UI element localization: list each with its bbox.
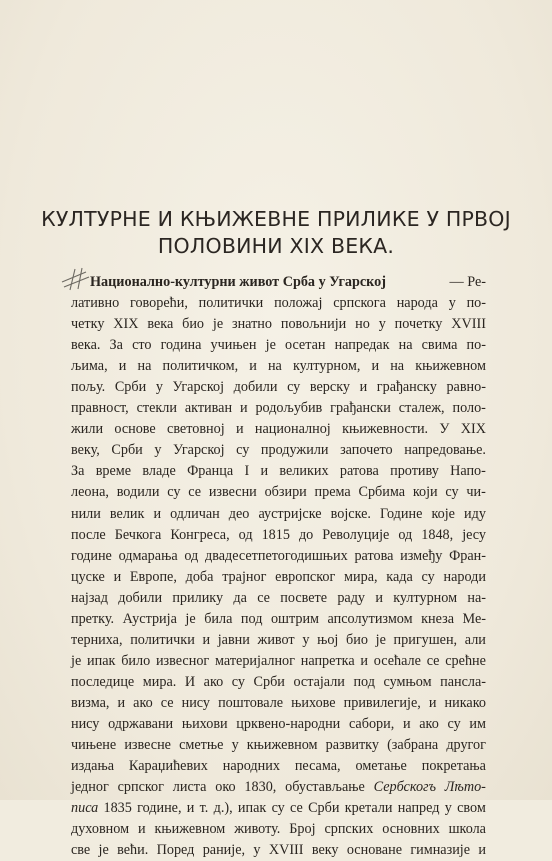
word: део (228, 505, 250, 522)
word: у (155, 379, 163, 396)
word: (забрана (387, 737, 439, 754)
word: оштрим (270, 610, 320, 627)
word: године (71, 547, 112, 564)
word: који (412, 484, 438, 501)
word: се (188, 484, 202, 501)
word: свом (457, 800, 486, 817)
word: обзири (264, 484, 307, 501)
word: равно- (446, 379, 486, 396)
word: т. (199, 800, 209, 817)
word: већи. (117, 842, 149, 859)
word: и (117, 694, 126, 711)
word: водили (116, 484, 160, 501)
word: Напо- (450, 463, 486, 480)
text-line (71, 672, 486, 693)
word: српских (324, 821, 374, 838)
word: од (184, 547, 199, 564)
word: ратова (339, 463, 379, 480)
word: претку. (71, 610, 115, 627)
word: на (398, 337, 413, 354)
word: материјалног (215, 652, 295, 669)
word: био (182, 316, 205, 333)
word: двадесетпетогодишњих (205, 547, 348, 564)
text-line (71, 819, 486, 840)
word: ако (203, 673, 224, 690)
word: чињене (71, 737, 117, 754)
word: Угарској (173, 442, 225, 459)
word: да (233, 589, 247, 606)
word: и (186, 800, 195, 817)
word: у (302, 631, 310, 648)
word: школа (448, 821, 486, 838)
word: визма, (71, 694, 110, 711)
word: ометање (355, 758, 407, 775)
word: националној (254, 421, 331, 438)
word: верску (309, 379, 350, 396)
text-line (71, 609, 486, 630)
word: другог (446, 737, 486, 754)
word: година (160, 337, 202, 354)
word: сметње (179, 737, 224, 754)
word: одличан (170, 505, 220, 522)
word: леона, (71, 484, 109, 501)
word: била (204, 610, 233, 627)
word: мира, (344, 568, 378, 585)
word: нису (181, 694, 211, 711)
chapter-title (40, 206, 512, 260)
word: је (212, 316, 224, 333)
word: године, (137, 800, 182, 817)
word: писа (71, 800, 99, 817)
word: XIX (113, 316, 139, 333)
word: песама, (294, 758, 341, 775)
word: пригушен, (393, 631, 458, 648)
word: се (160, 694, 174, 711)
word: одржавани (108, 715, 174, 732)
word: развитку (325, 737, 379, 754)
word: и (260, 463, 269, 480)
word: и (239, 400, 248, 417)
word: осећале (373, 652, 421, 669)
word: четку (71, 316, 105, 333)
word: нили (71, 505, 101, 522)
word: по- (466, 295, 486, 312)
word: у (444, 800, 452, 817)
text-line (71, 840, 486, 861)
word: најзад (71, 589, 108, 606)
word: Године (380, 505, 423, 522)
text-line (71, 314, 486, 335)
word: лативно (71, 295, 120, 312)
word: раније, (202, 842, 246, 859)
body-text (71, 272, 486, 861)
word: За (109, 337, 123, 354)
chapter-title-line-1: КУЛТУРНЕ И КЊИЖЕВНЕ ПРИЛИКЕ У ПРВОЈ (41, 207, 511, 231)
word: жили (71, 421, 104, 438)
word: Број (289, 821, 316, 838)
section-heading: Национално-културни живот Срба у Угарској (90, 274, 386, 290)
text-line (71, 272, 486, 293)
word: У (439, 421, 450, 438)
word: су (445, 484, 459, 501)
text-line (71, 567, 486, 588)
word: се (290, 800, 303, 817)
word: основних (382, 821, 440, 838)
word: добили (233, 379, 278, 396)
word: поло- (452, 400, 486, 417)
word: апсолутизмом (327, 610, 413, 627)
word: поштовале (218, 694, 284, 711)
word: књижевном (154, 821, 226, 838)
word: је (375, 631, 386, 648)
word: и (478, 842, 486, 859)
text-line (71, 293, 486, 314)
word: Бечкога (114, 526, 162, 543)
word: црквено-народни (236, 715, 341, 732)
word: Сербскогъ (373, 779, 436, 796)
word: Срби (111, 442, 143, 459)
word: сталеж, (398, 400, 445, 417)
word: њихове (291, 694, 336, 711)
word: почетку (394, 316, 443, 333)
word: Револуције (322, 526, 390, 543)
word: од (238, 526, 253, 543)
word: када (386, 568, 413, 585)
word: народа (396, 295, 438, 312)
word: књижевном (415, 358, 486, 375)
word: никако (444, 694, 486, 711)
word: политички (198, 295, 264, 312)
word: привилегије, (343, 694, 421, 711)
word: цуске (71, 568, 105, 585)
text-line (71, 525, 486, 546)
word: ипак (237, 800, 267, 817)
word: су (421, 568, 435, 585)
text-line (71, 630, 486, 651)
word: но (355, 316, 370, 333)
word: у (231, 737, 239, 754)
word: пансла- (440, 673, 486, 690)
word: извесни (208, 484, 257, 501)
word: стекли (136, 400, 177, 417)
word: и (235, 421, 244, 438)
word: Србима (358, 484, 406, 501)
word: XVIII (451, 316, 486, 333)
word: Конгреса, (170, 526, 230, 543)
word: српскога (333, 295, 386, 312)
text-line (71, 504, 486, 525)
word: су (271, 800, 285, 817)
word: су (167, 484, 181, 501)
section-heading-rest: — Ре- (449, 274, 486, 290)
word: на (390, 358, 405, 375)
word: до (298, 526, 314, 543)
word: века. (71, 337, 101, 354)
word: кретали (344, 800, 393, 817)
word: родољубив (255, 400, 323, 417)
word: Аустрија (122, 610, 177, 627)
word: посвете (280, 589, 328, 606)
word: пољу. (71, 379, 106, 396)
word: знатно (231, 316, 272, 333)
word: положај (274, 295, 323, 312)
word: световној (167, 421, 225, 438)
word: под (240, 610, 263, 627)
word: било (121, 652, 151, 669)
word: и (153, 505, 162, 522)
text-line (71, 588, 486, 609)
word: Фран- (449, 547, 486, 564)
word: после (71, 526, 106, 543)
text-line (71, 461, 486, 482)
text-line (71, 651, 486, 672)
word: д.), (213, 800, 233, 817)
word: листа (172, 779, 207, 796)
word: животу. (234, 821, 281, 838)
text-line (71, 693, 486, 714)
word: ако (133, 694, 153, 711)
word: али (464, 631, 486, 648)
word: извесне (124, 737, 171, 754)
word: осетан (285, 337, 326, 354)
word: између (400, 547, 443, 564)
word: књижевности. (342, 421, 429, 438)
word: српског (117, 779, 164, 796)
word: и (371, 358, 380, 375)
word: је (71, 652, 82, 669)
word: гимназије (410, 842, 471, 859)
word: културном, (292, 358, 361, 375)
word: је (265, 337, 276, 354)
word: јесу (462, 526, 486, 543)
word: сумњом (383, 673, 432, 690)
word: јавни (217, 631, 250, 648)
text-line (71, 335, 486, 356)
text-line (71, 482, 486, 503)
word: на- (467, 589, 486, 606)
word: њој (317, 631, 339, 648)
word: владе (142, 463, 176, 480)
text-line (71, 756, 486, 777)
word: и (118, 358, 127, 375)
word: су (447, 715, 461, 732)
word: и (359, 379, 368, 396)
word: доба (185, 568, 214, 585)
text-line (71, 377, 486, 398)
word: нису (71, 715, 100, 732)
word: велик (109, 505, 145, 522)
word: се (426, 652, 440, 669)
word: и (428, 694, 437, 711)
word: основане (346, 842, 402, 859)
text-line (71, 398, 486, 419)
word: и (360, 652, 369, 669)
word: За (71, 463, 85, 480)
word: грађански (330, 400, 391, 417)
text-line (71, 356, 486, 377)
word: Европе, (129, 568, 177, 585)
word: ако (419, 715, 439, 732)
word: и (402, 715, 411, 732)
word: Франца (187, 463, 234, 480)
word: терниха, (71, 631, 123, 648)
word: повољнији (280, 316, 347, 333)
word: је (185, 610, 196, 627)
word: на (267, 358, 282, 375)
word: једног (71, 779, 109, 796)
word: војске. (330, 505, 371, 522)
word: остајали (293, 673, 345, 690)
word: у (253, 842, 261, 859)
word: према (314, 484, 351, 501)
word: народи (443, 568, 486, 585)
word: њихови (181, 715, 228, 732)
chapter-title-line-2: ПОЛОВИНИ XIX ВЕКА. (157, 234, 395, 258)
word: започето (340, 442, 393, 459)
word: по- (466, 337, 486, 354)
word: и (375, 589, 383, 606)
word: под (353, 673, 375, 690)
word: Ме- (462, 610, 486, 627)
word: основе (114, 421, 156, 438)
word: напредовање. (404, 442, 486, 459)
word: века (147, 316, 174, 333)
word: и (202, 631, 211, 648)
word: ратова (354, 547, 394, 564)
word: 1848, (421, 526, 454, 543)
word: у (154, 442, 162, 459)
word: добили (118, 589, 163, 606)
word: у (378, 316, 386, 333)
word: грађанску (376, 379, 437, 396)
word: и (113, 568, 122, 585)
word: напред (397, 800, 440, 817)
word: духовном (71, 821, 130, 838)
word: мира. (142, 673, 177, 690)
text-line (71, 798, 486, 819)
word: књижевном (246, 737, 318, 754)
word: кнеза (421, 610, 454, 627)
word: су (236, 442, 250, 459)
word: прилику (172, 589, 224, 606)
word: време (95, 463, 132, 480)
word: раду (337, 589, 366, 606)
word: извесног (155, 652, 210, 669)
word: свима (421, 337, 458, 354)
word: срећне (445, 652, 486, 669)
word: љима, (71, 358, 108, 375)
text-line (71, 735, 486, 756)
word: Лѣто- (444, 779, 486, 796)
word: покретања (421, 758, 486, 775)
word: се (257, 589, 270, 606)
word: противу (390, 463, 439, 480)
word: европског (275, 568, 336, 585)
word: великих (279, 463, 329, 480)
word: 1815 (261, 526, 290, 543)
word: учињен (210, 337, 257, 354)
word: народних (222, 758, 280, 775)
word: последице (71, 673, 135, 690)
word: XIX (460, 421, 486, 438)
text-line (71, 440, 486, 461)
word: које (431, 505, 455, 522)
word: веку (311, 842, 339, 859)
word: су (231, 673, 245, 690)
word: Срби (308, 800, 340, 817)
word: од (398, 526, 413, 543)
word: им (469, 715, 486, 732)
word: Угарској (172, 379, 225, 396)
word: 1830, (244, 779, 277, 796)
word: говорећи, (129, 295, 188, 312)
word: живот (257, 631, 295, 648)
word: Срби (253, 673, 285, 690)
word: ипак (87, 652, 116, 669)
word: правност, (71, 400, 129, 417)
text-line (71, 777, 486, 798)
word: напретка (300, 652, 355, 669)
word: аустријске (258, 505, 322, 522)
word: трајног (222, 568, 267, 585)
word: чи- (466, 484, 486, 501)
text-line (71, 714, 486, 735)
word: сто (132, 337, 152, 354)
word: Караџићевих (128, 758, 208, 775)
word: у (448, 295, 456, 312)
word: је (98, 842, 109, 859)
word: све (71, 842, 91, 859)
word: издања (71, 758, 115, 775)
word: веку, (71, 442, 100, 459)
word: обустављање (285, 779, 365, 796)
word: сабори, (348, 715, 395, 732)
word: политичком, (162, 358, 239, 375)
text-line (71, 546, 486, 567)
word: одмарања (118, 547, 178, 564)
word: напредак (334, 337, 390, 354)
word: И (184, 673, 196, 690)
word: и (137, 821, 146, 838)
word: Поред (156, 842, 195, 859)
word: су (287, 379, 301, 396)
word: Срби (114, 379, 147, 396)
word: иду (464, 505, 486, 522)
word: продужили (260, 442, 329, 459)
word: на (137, 358, 152, 375)
word: био (346, 631, 368, 648)
word: и (249, 358, 257, 375)
word: политички (130, 631, 195, 648)
word: 1835 (103, 800, 132, 817)
word: културном (393, 589, 458, 606)
text-line (71, 419, 486, 440)
word: око (215, 779, 236, 796)
word: XVIII (268, 842, 304, 859)
word: I (244, 463, 250, 480)
word: активан (184, 400, 233, 417)
